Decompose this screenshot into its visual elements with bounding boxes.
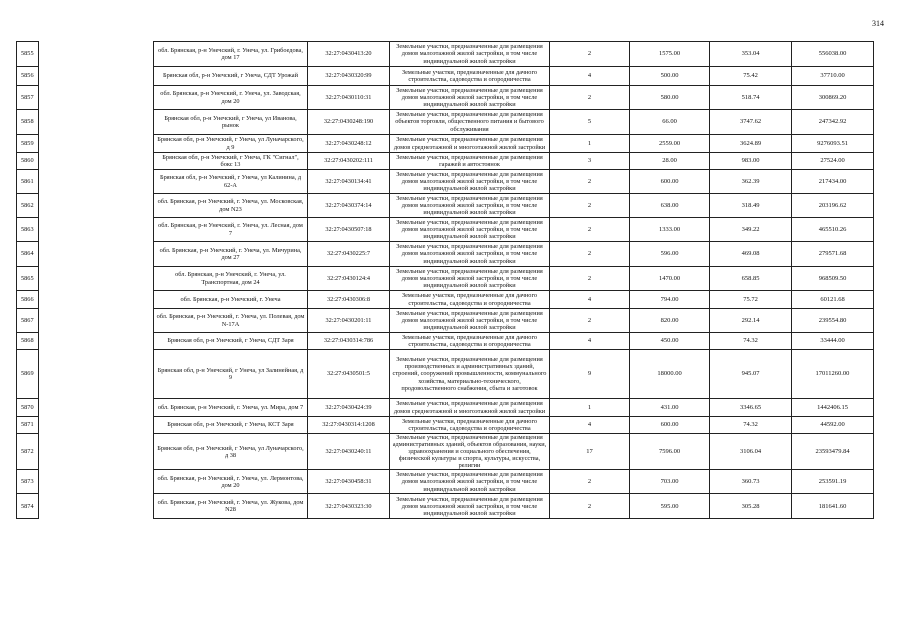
specific-value-cell: 362.39 <box>710 170 792 194</box>
area-cell: 500.00 <box>630 67 710 86</box>
address-cell: Брянская обл, р-н Унечский, г Унеча, ул Залинейная, д 9 <box>154 350 308 399</box>
table-row <box>17 86 874 110</box>
cadastral-number-cell: 32:27:0430314:1208 <box>308 417 390 434</box>
row-number: 5871 <box>17 417 39 434</box>
group-number-cell: 2 <box>550 267 630 291</box>
row-number: 5860 <box>17 153 39 170</box>
address-cell: Брянская обл, р-н Унечский, г Унеча, ул Калинина, д 62-А <box>154 170 308 194</box>
cadastral-value-cell: 217434.00 <box>792 170 874 194</box>
area-cell: 1333.00 <box>630 218 710 242</box>
area-cell: 703.00 <box>630 470 710 494</box>
table-row <box>17 170 874 194</box>
row-number: 5869 <box>17 350 39 399</box>
address-cell: обл. Брянская, р-н Унечский, г. Унеча, ул. Мичурина, дом 27 <box>154 242 308 267</box>
group-number-cell: 2 <box>550 494 630 519</box>
area-cell: 1470.00 <box>630 267 710 291</box>
specific-value-cell: 3346.65 <box>710 399 792 417</box>
area-cell: 638.00 <box>630 194 710 218</box>
spacer-cell <box>39 153 154 170</box>
specific-value-cell: 292.14 <box>710 309 792 333</box>
group-number-cell: 4 <box>550 417 630 434</box>
address-cell: обл. Брянская, р-н Унечский, г. Унеча, ул. Лесная, дом 7 <box>154 218 308 242</box>
specific-value-cell: 305.28 <box>710 494 792 519</box>
group-number-cell: 4 <box>550 291 630 309</box>
address-cell: Брянская обл, р-н Унечский, г Унеча, КСТ Заря <box>154 417 308 434</box>
row-number: 5866 <box>17 291 39 309</box>
area-cell: 596.00 <box>630 242 710 267</box>
specific-value-cell: 3747.62 <box>710 110 792 135</box>
area-cell: 1575.00 <box>630 42 710 67</box>
address-cell: обл. Брянская, р-н Унечский, г. Унеча, ул. Полевая, дом N-17А <box>154 309 308 333</box>
spacer-cell <box>39 110 154 135</box>
specific-value-cell: 349.22 <box>710 218 792 242</box>
table-row <box>17 218 874 242</box>
group-number-cell: 2 <box>550 86 630 110</box>
cadastral-number-cell: 32:27:0430225:7 <box>308 242 390 267</box>
cadastral-value-table <box>16 41 874 519</box>
row-number: 5861 <box>17 170 39 194</box>
address-cell: Брянская обл, р-н Унечский, г Унеча, СДТ Заря <box>154 333 308 350</box>
row-number: 5863 <box>17 218 39 242</box>
table-row <box>17 135 874 153</box>
land-use-cell: Земельные участки, предназначенные для дачного строительства, садоводства и огородничества <box>390 291 550 309</box>
row-number: 5865 <box>17 267 39 291</box>
land-use-cell: Земельные участки, предназначенные для размещения домов малоэтажной жилой застройки, в том числе индивидуальной жилой застройки <box>390 309 550 333</box>
group-number-cell: 2 <box>550 170 630 194</box>
cadastral-value-cell: 247342.92 <box>792 110 874 135</box>
cadastral-value-cell: 17011260.00 <box>792 350 874 399</box>
area-cell: 7596.00 <box>630 434 710 470</box>
cadastral-value-cell: 239554.80 <box>792 309 874 333</box>
row-number: 5870 <box>17 399 39 417</box>
area-cell: 450.00 <box>630 333 710 350</box>
land-use-cell: Земельные участки, предназначенные для размещения домов малоэтажной жилой застройки, в том числе индивидуальной жилой застройки <box>390 86 550 110</box>
land-use-cell: Земельные участки, предназначенные для размещения административных зданий, объектов образования, науки, здравоохранения и социального обеспечения, физической культуры и спорта, культуры, искусства, религии <box>390 434 550 470</box>
cadastral-number-cell: 32:27:0430424:39 <box>308 399 390 417</box>
table-row <box>17 350 874 399</box>
specific-value-cell: 983.00 <box>710 153 792 170</box>
spacer-cell <box>39 86 154 110</box>
specific-value-cell: 74.32 <box>710 333 792 350</box>
row-number: 5868 <box>17 333 39 350</box>
row-number: 5859 <box>17 135 39 153</box>
area-cell: 820.00 <box>630 309 710 333</box>
address-cell: Брянская обл, р-н Унечский, г Унеча, СДТ Урожай <box>154 67 308 86</box>
land-use-cell: Земельные участки, предназначенные для размещения домов малоэтажной жилой застройки, в том числе индивидуальной жилой застройки <box>390 218 550 242</box>
cadastral-value-cell: 44592.00 <box>792 417 874 434</box>
land-use-cell: Земельные участки, предназначенные для дачного строительства, садоводства и огородничества <box>390 67 550 86</box>
table-row <box>17 291 874 309</box>
cadastral-number-cell: 32:27:0430323:30 <box>308 494 390 519</box>
cadastral-number-cell: 32:27:0430202:111 <box>308 153 390 170</box>
land-use-cell: Земельные участки, предназначенные для размещения домов среднеэтажной и многоэтажной жилой застройки <box>390 399 550 417</box>
table-row <box>17 110 874 135</box>
cadastral-value-cell: 60121.68 <box>792 291 874 309</box>
cadastral-value-cell: 23593479.84 <box>792 434 874 470</box>
spacer-cell <box>39 399 154 417</box>
table-row <box>17 194 874 218</box>
address-cell: обл. Брянская, р-н Унечский, г. Унеча, ул. Заводская, дом 20 <box>154 86 308 110</box>
cadastral-number-cell: 32:27:0430306:8 <box>308 291 390 309</box>
group-number-cell: 1 <box>550 399 630 417</box>
spacer-cell <box>39 135 154 153</box>
address-cell: Брянская обл, р-н Унечский, г Унеча, ул Иванова, рынок <box>154 110 308 135</box>
table-row <box>17 333 874 350</box>
spacer-cell <box>39 170 154 194</box>
cadastral-value-cell: 968509.50 <box>792 267 874 291</box>
row-number: 5867 <box>17 309 39 333</box>
area-cell: 600.00 <box>630 170 710 194</box>
spacer-cell <box>39 417 154 434</box>
table-row <box>17 67 874 86</box>
cadastral-value-cell: 279571.68 <box>792 242 874 267</box>
spacer-cell <box>39 218 154 242</box>
specific-value-cell: 469.08 <box>710 242 792 267</box>
spacer-cell <box>39 434 154 470</box>
group-number-cell: 4 <box>550 333 630 350</box>
area-cell: 794.00 <box>630 291 710 309</box>
spacer-cell <box>39 242 154 267</box>
cadastral-number-cell: 32:27:0430413:20 <box>308 42 390 67</box>
table-row <box>17 434 874 470</box>
row-number: 5874 <box>17 494 39 519</box>
cadastral-value-cell: 556038.00 <box>792 42 874 67</box>
area-cell: 580.00 <box>630 86 710 110</box>
specific-value-cell: 360.73 <box>710 470 792 494</box>
specific-value-cell: 318.49 <box>710 194 792 218</box>
cadastral-value-cell: 37710.00 <box>792 67 874 86</box>
row-number: 5862 <box>17 194 39 218</box>
area-cell: 66.00 <box>630 110 710 135</box>
land-use-cell: Земельные участки, предназначенные для дачного строительства, садоводства и огородничества <box>390 333 550 350</box>
land-use-cell: Земельные участки, предназначенные для размещения домов малоэтажной жилой застройки, в том числе индивидуальной жилой застройки <box>390 267 550 291</box>
land-use-cell: Земельные участки, предназначенные для размещения домов малоэтажной жилой застройки, в том числе индивидуальной жилой застройки <box>390 470 550 494</box>
land-use-cell: Земельные участки, предназначенные для размещения объектов торговли, общественного питания и бытового обслуживания <box>390 110 550 135</box>
row-number: 5857 <box>17 86 39 110</box>
spacer-cell <box>39 291 154 309</box>
cadastral-value-cell: 253591.19 <box>792 470 874 494</box>
spacer-cell <box>39 494 154 519</box>
area-cell: 2559.00 <box>630 135 710 153</box>
specific-value-cell: 75.42 <box>710 67 792 86</box>
group-number-cell: 2 <box>550 218 630 242</box>
table-row <box>17 470 874 494</box>
table-row <box>17 153 874 170</box>
table-row <box>17 494 874 519</box>
row-number: 5873 <box>17 470 39 494</box>
address-cell: обл. Брянская, р-н Унечский, г. Унеча, ул. Грибоедова, дом 17 <box>154 42 308 67</box>
spacer-cell <box>39 470 154 494</box>
land-use-cell: Земельные участки, предназначенные для размещения домов малоэтажной жилой застройки, в том числе индивидуальной жилой застройки <box>390 42 550 67</box>
land-use-cell: Земельные участки, предназначенные для размещения домов малоэтажной жилой застройки, в том числе индивидуальной жилой застройки <box>390 170 550 194</box>
group-number-cell: 5 <box>550 110 630 135</box>
spacer-cell <box>39 333 154 350</box>
cadastral-number-cell: 32:27:0430134:41 <box>308 170 390 194</box>
cadastral-value-cell: 300869.20 <box>792 86 874 110</box>
specific-value-cell: 74.32 <box>710 417 792 434</box>
specific-value-cell: 518.74 <box>710 86 792 110</box>
row-number: 5872 <box>17 434 39 470</box>
address-cell: обл. Брянская, р-н Унечский, г. Унеча, ул. Жукова, дом N28 <box>154 494 308 519</box>
group-number-cell: 3 <box>550 153 630 170</box>
group-number-cell: 9 <box>550 350 630 399</box>
group-number-cell: 2 <box>550 42 630 67</box>
cadastral-number-cell: 32:27:0430314:786 <box>308 333 390 350</box>
group-number-cell: 4 <box>550 67 630 86</box>
row-number: 5864 <box>17 242 39 267</box>
page-number: 314 <box>872 19 884 28</box>
land-use-cell: Земельные участки, предназначенные для размещения домов среднеэтажной и многоэтажной жилой застройки <box>390 135 550 153</box>
address-cell: Брянская обл, р-н Унечский, г Унеча, ул Луначарского, д 9 <box>154 135 308 153</box>
group-number-cell: 2 <box>550 470 630 494</box>
specific-value-cell: 3624.89 <box>710 135 792 153</box>
spacer-cell <box>39 67 154 86</box>
area-cell: 600.00 <box>630 417 710 434</box>
address-cell: Брянская обл, р-н Унечский, г Унеча, ул Луначарского, д 38 <box>154 434 308 470</box>
land-use-cell: Земельные участки, предназначенные для дачного строительства, садоводства и огородничества <box>390 417 550 434</box>
land-use-cell: Земельные участки, предназначенные для размещения домов малоэтажной жилой застройки, в том числе индивидуальной жилой застройки <box>390 194 550 218</box>
cadastral-value-cell: 181641.60 <box>792 494 874 519</box>
table-row <box>17 242 874 267</box>
area-cell: 18000.00 <box>630 350 710 399</box>
area-cell: 431.00 <box>630 399 710 417</box>
specific-value-cell: 658.85 <box>710 267 792 291</box>
specific-value-cell: 3106.04 <box>710 434 792 470</box>
address-cell: обл. Брянская, р-н Унечский, г. Унеча <box>154 291 308 309</box>
cadastral-number-cell: 32:27:0430320:99 <box>308 67 390 86</box>
spacer-cell <box>39 194 154 218</box>
cadastral-number-cell: 32:27:0430501:5 <box>308 350 390 399</box>
specific-value-cell: 353.04 <box>710 42 792 67</box>
cadastral-number-cell: 32:27:0430201:11 <box>308 309 390 333</box>
cadastral-number-cell: 32:27:0430248:190 <box>308 110 390 135</box>
table-row <box>17 42 874 67</box>
row-number: 5858 <box>17 110 39 135</box>
cadastral-value-cell: 203196.62 <box>792 194 874 218</box>
cadastral-value-cell: 27524.00 <box>792 153 874 170</box>
table-row <box>17 417 874 434</box>
table-body <box>17 42 874 519</box>
address-cell: обл. Брянская, р-н Унечский, г. Унеча, ул. Мира, дом 7 <box>154 399 308 417</box>
cadastral-value-cell: 1442406.15 <box>792 399 874 417</box>
cadastral-number-cell: 32:27:0430248:12 <box>308 135 390 153</box>
cadastral-number-cell: 32:27:0430240:11 <box>308 434 390 470</box>
row-number: 5856 <box>17 67 39 86</box>
spacer-cell <box>39 42 154 67</box>
land-use-cell: Земельные участки, предназначенные для размещения гаражей и автостоянок <box>390 153 550 170</box>
address-cell: обл. Брянская, р-н Унечский, г. Унеча, ул. Лермонтова, дом 20 <box>154 470 308 494</box>
table-row <box>17 309 874 333</box>
cadastral-number-cell: 32:27:0430110:31 <box>308 86 390 110</box>
group-number-cell: 2 <box>550 309 630 333</box>
specific-value-cell: 75.72 <box>710 291 792 309</box>
spacer-cell <box>39 350 154 399</box>
group-number-cell: 2 <box>550 194 630 218</box>
address-cell: Брянская обл, р-н Унечский, г Унеча, ГК "Сигнал", бокс 13 <box>154 153 308 170</box>
group-number-cell: 1 <box>550 135 630 153</box>
address-cell: обл. Брянская, р-н Унечский, г. Унеча, ул. Московская, дом N23 <box>154 194 308 218</box>
cadastral-number-cell: 32:27:0430124:4 <box>308 267 390 291</box>
spacer-cell <box>39 267 154 291</box>
cadastral-number-cell: 32:27:0430458:31 <box>308 470 390 494</box>
specific-value-cell: 945.07 <box>710 350 792 399</box>
cadastral-value-cell: 9276093.51 <box>792 135 874 153</box>
group-number-cell: 17 <box>550 434 630 470</box>
cadastral-number-cell: 32:27:0430374:14 <box>308 194 390 218</box>
cadastral-value-cell: 465510.26 <box>792 218 874 242</box>
land-use-cell: Земельные участки, предназначенные для размещения домов малоэтажной жилой застройки, в том числе индивидуальной жилой застройки <box>390 494 550 519</box>
table-row <box>17 399 874 417</box>
land-use-cell: Земельные участки, предназначенные для размещения производственных и административных зданий, строений, сооружений промышленности, коммунального хозяйства, материально-технического, продовольственного снабжения, сбыта и заготовок <box>390 350 550 399</box>
area-cell: 595.00 <box>630 494 710 519</box>
group-number-cell: 2 <box>550 242 630 267</box>
table-row <box>17 267 874 291</box>
cadastral-number-cell: 32:27:0430507:18 <box>308 218 390 242</box>
area-cell: 28.00 <box>630 153 710 170</box>
row-number: 5855 <box>17 42 39 67</box>
address-cell: обл. Брянская, р-н Унечский, г. Унеча, ул. Транспортная, дом 24 <box>154 267 308 291</box>
land-use-cell: Земельные участки, предназначенные для размещения домов малоэтажной жилой застройки, в том числе индивидуальной жилой застройки <box>390 242 550 267</box>
cadastral-value-cell: 33444.00 <box>792 333 874 350</box>
spacer-cell <box>39 309 154 333</box>
